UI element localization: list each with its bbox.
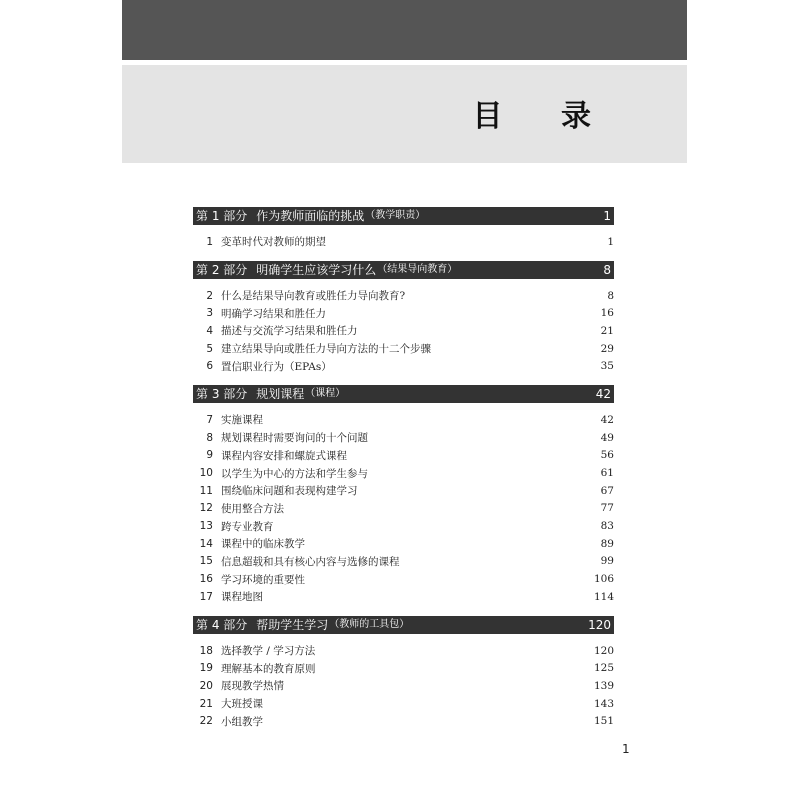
- chapter-title: 课程内容安排和螺旋式课程: [221, 449, 347, 462]
- chapter-page-number: 29: [600, 342, 614, 355]
- part-page-number: 8: [603, 262, 611, 277]
- chapter-title: 实施课程: [221, 414, 263, 427]
- chapter-page-number: 67: [600, 484, 614, 497]
- chapter-page-number: 56: [600, 449, 614, 462]
- chapter-title: 使用整合方法: [221, 502, 284, 515]
- top-decorative-band: [122, 0, 687, 60]
- part-subtitle-note: （课程）: [305, 388, 346, 400]
- part-page-number: 120: [588, 617, 611, 632]
- chapter-page-number: 143: [593, 697, 614, 710]
- chapter-number: 12: [199, 502, 213, 515]
- part-subtitle-note: （结果导向教育）: [377, 263, 458, 275]
- chapter-title: 明确学习结果和胜任力: [221, 307, 326, 320]
- chapter-page-number: 89: [600, 537, 614, 550]
- part-header[interactable]: [193, 616, 614, 634]
- chapter-page-number: 1: [607, 235, 614, 248]
- chapter-number: 21: [199, 697, 213, 710]
- toc-part-section: [193, 261, 614, 385]
- part-title: 明确学生应该学习什么: [256, 262, 377, 277]
- chapter-number: 16: [199, 573, 213, 586]
- part-header-left: [196, 616, 409, 634]
- chapter-title: 理解基本的教育原则: [221, 662, 316, 675]
- part-page-number: 1: [603, 209, 611, 223]
- part-header[interactable]: [193, 385, 614, 403]
- chapter-entry[interactable]: [193, 464, 614, 482]
- part-header[interactable]: [193, 207, 614, 225]
- part-subtitle-note: （教师的工具包）: [329, 618, 410, 630]
- chapter-entry[interactable]: [193, 429, 614, 447]
- chapter-title: 小组教学: [221, 715, 263, 728]
- chapter-entry[interactable]: [193, 233, 614, 251]
- chapter-number: 11: [199, 484, 213, 497]
- chapter-title: 大班授课: [221, 698, 263, 711]
- part-header[interactable]: [193, 261, 614, 279]
- part-title: 规划课程: [256, 387, 305, 402]
- chapter-title: 什么是结果导向教育或胜任力导向教育?: [221, 290, 406, 303]
- chapter-entry[interactable]: [193, 677, 614, 695]
- chapter-entry[interactable]: [193, 340, 614, 358]
- part-subtitle-note: （教学职责）: [365, 210, 426, 221]
- chapter-list: [193, 279, 614, 385]
- toc-part-section: [193, 616, 614, 740]
- chapter-entry[interactable]: [193, 570, 614, 588]
- chapter-entry[interactable]: [193, 535, 614, 553]
- chapter-entry[interactable]: [193, 500, 614, 518]
- part-title: 作为教师面临的挑战: [256, 209, 365, 223]
- chapter-page-number: 83: [600, 520, 614, 533]
- chapter-title: 跨专业教育: [221, 520, 274, 533]
- page-number: 1: [622, 742, 630, 756]
- chapter-page-number: 21: [600, 324, 614, 337]
- chapter-number: 5: [206, 342, 213, 355]
- chapter-entry[interactable]: [193, 695, 614, 713]
- chapter-page-number: 99: [600, 555, 614, 568]
- chapter-title: 描述与交流学习结果和胜任力: [221, 325, 358, 338]
- chapter-number: 8: [206, 431, 213, 444]
- chapter-entry[interactable]: [193, 287, 614, 305]
- chapter-entry[interactable]: [193, 482, 614, 500]
- chapter-number: 22: [199, 715, 213, 728]
- chapter-entry[interactable]: [193, 517, 614, 535]
- chapter-page-number: 16: [600, 307, 614, 320]
- chapter-entry[interactable]: [193, 642, 614, 660]
- chapter-entry[interactable]: [193, 659, 614, 677]
- chapter-number: 14: [199, 537, 213, 550]
- chapter-entry[interactable]: [193, 322, 614, 340]
- part-header-left: [196, 207, 425, 225]
- chapter-title: 信息超载和具有核心内容与选修的课程: [221, 555, 400, 568]
- chapter-page-number: 61: [600, 467, 614, 480]
- chapter-title: 展现教学热情: [221, 680, 284, 693]
- chapter-title: 以学生为中心的方法和学生参与: [221, 467, 368, 480]
- chapter-page-number: 49: [600, 431, 614, 444]
- chapter-page-number: 114: [593, 590, 614, 603]
- page-title: 目 录: [472, 99, 615, 134]
- chapter-entry[interactable]: [193, 553, 614, 571]
- table-of-contents: [193, 207, 614, 740]
- part-number: 第 2 部分: [196, 262, 248, 277]
- chapter-title: 选择教学 / 学习方法: [221, 645, 316, 658]
- chapter-number: 19: [199, 662, 213, 675]
- chapter-title: 置信职业行为（EPAs）: [221, 360, 332, 373]
- chapter-entry[interactable]: [193, 588, 614, 606]
- chapter-title: 学习环境的重要性: [221, 573, 305, 586]
- part-title: 帮助学生学习: [256, 617, 329, 632]
- chapter-number: 3: [206, 307, 213, 320]
- chapter-number: 4: [206, 324, 213, 337]
- toc-part-section: [193, 207, 614, 261]
- toc-part-section: [193, 385, 614, 616]
- part-number: 第 1 部分: [196, 209, 248, 223]
- chapter-page-number: 139: [593, 679, 614, 692]
- chapter-entry[interactable]: [193, 304, 614, 322]
- chapter-entry[interactable]: [193, 712, 614, 730]
- chapter-title: 规划课程时需要询问的十个问题: [221, 432, 368, 445]
- chapter-number: 17: [199, 590, 213, 603]
- chapter-page-number: 8: [607, 289, 614, 302]
- chapter-list: [193, 225, 614, 261]
- chapter-title: 建立结果导向或胜任力导向方法的十二个步骤: [221, 343, 431, 356]
- title-band: [122, 65, 687, 163]
- chapter-list: [193, 403, 614, 616]
- part-header-left: [196, 385, 345, 403]
- chapter-number: 10: [199, 467, 213, 480]
- chapter-entry[interactable]: [193, 411, 614, 429]
- chapter-number: 9: [206, 449, 213, 462]
- part-number: 第 4 部分: [196, 617, 248, 632]
- chapter-title: 围绕临床问题和表现构建学习: [221, 485, 358, 498]
- chapter-number: 2: [206, 289, 213, 302]
- chapter-page-number: 77: [600, 502, 614, 515]
- chapter-list: [193, 634, 614, 740]
- chapter-page-number: 125: [593, 662, 614, 675]
- part-page-number: 42: [595, 387, 611, 402]
- chapter-number: 13: [199, 520, 213, 533]
- part-header-left: [196, 261, 457, 279]
- chapter-entry[interactable]: [193, 357, 614, 375]
- chapter-title: 课程地图: [221, 591, 263, 604]
- chapter-entry[interactable]: [193, 447, 614, 465]
- part-number: 第 3 部分: [196, 387, 248, 402]
- chapter-number: 15: [199, 555, 213, 568]
- chapter-page-number: 120: [593, 644, 614, 657]
- chapter-number: 18: [199, 644, 213, 657]
- chapter-title: 变革时代对教师的期望: [221, 236, 326, 249]
- chapter-number: 7: [206, 413, 213, 426]
- chapter-number: 6: [206, 360, 213, 373]
- chapter-number: 20: [199, 679, 213, 692]
- chapter-page-number: 151: [593, 715, 614, 728]
- chapter-number: 1: [206, 235, 213, 248]
- chapter-page-number: 106: [593, 573, 614, 586]
- chapter-page-number: 35: [600, 360, 614, 373]
- chapter-page-number: 42: [600, 413, 614, 426]
- chapter-title: 课程中的临床教学: [221, 538, 305, 551]
